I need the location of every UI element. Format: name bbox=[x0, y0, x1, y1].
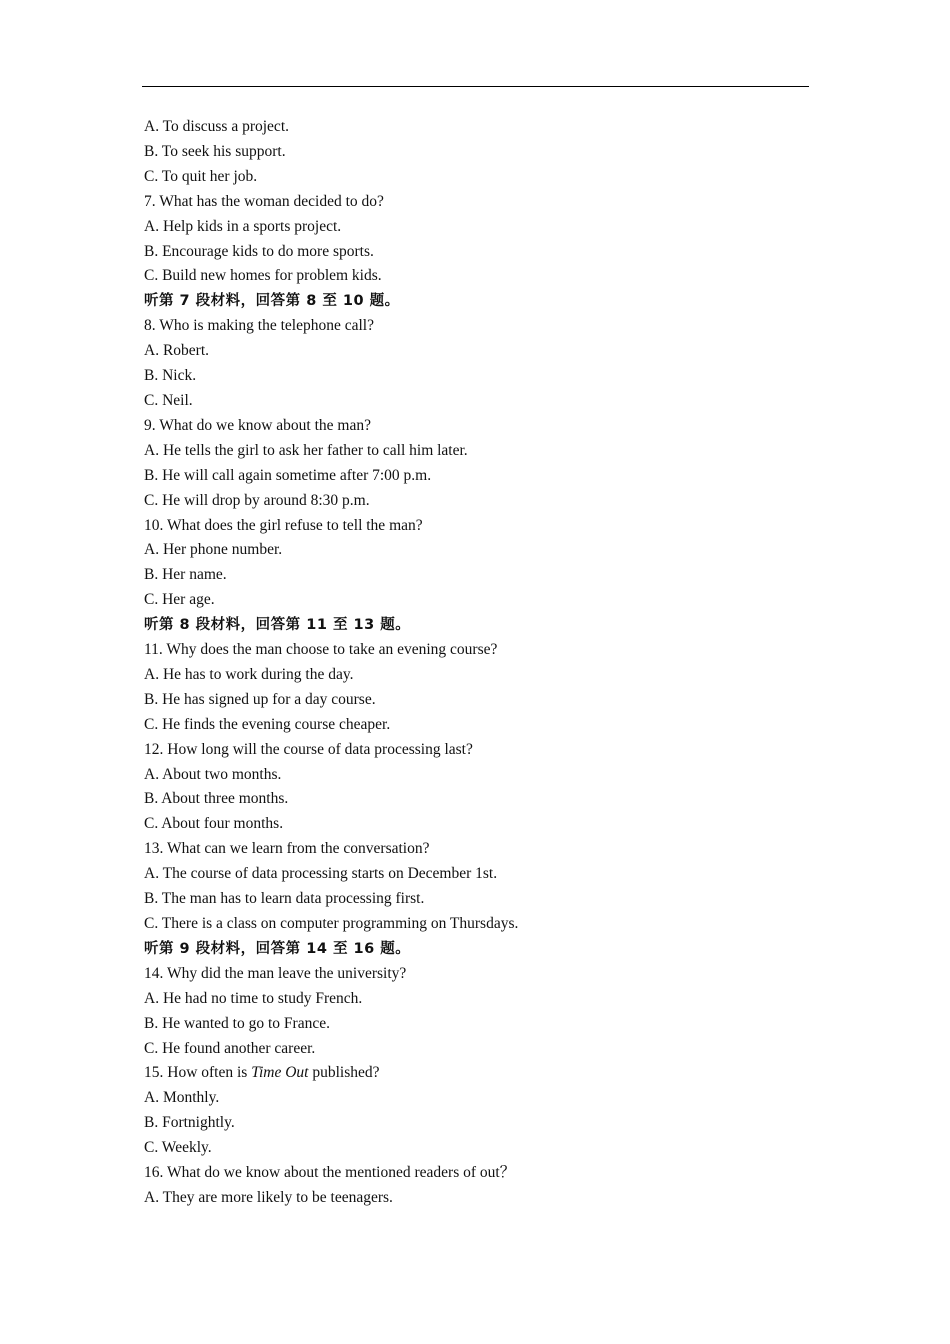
option-8b: B. Nick. bbox=[144, 367, 197, 385]
question-12: 12. How long will the course of data processing last? bbox=[144, 740, 473, 758]
option-9c: C. He will drop by around 8:30 p.m. bbox=[144, 491, 370, 509]
option-11c: C. He finds the evening course cheaper. bbox=[144, 715, 391, 733]
question-list bbox=[144, 115, 809, 1211]
header-rule bbox=[142, 86, 809, 87]
option-12c: C. About four months. bbox=[144, 815, 284, 833]
section-heading-7: 听第 7 段材料，回答第 8 至 10 题。 bbox=[144, 293, 400, 310]
question-8: 8. Who is making the telephone call? bbox=[144, 317, 374, 335]
question-15-lead: 15. How often is bbox=[144, 1064, 252, 1082]
section-heading-8: 听第 8 段材料，回答第 11 至 13 题。 bbox=[144, 617, 411, 634]
option-10c: C. Her age. bbox=[144, 591, 215, 609]
option-7b: B. Encourage kids to do more sports. bbox=[144, 242, 374, 260]
option-8a: A. Robert. bbox=[144, 342, 210, 360]
question-15-tail: published? bbox=[308, 1064, 380, 1082]
option-14a: A. He had no time to study French. bbox=[144, 989, 363, 1007]
option-14b: B. He wanted to go to France. bbox=[144, 1014, 330, 1032]
question-11: 11. Why does the man choose to take an evening course? bbox=[144, 641, 498, 659]
option-6a: A. To discuss a project. bbox=[144, 118, 289, 135]
option-9a: A. He tells the girl to ask her father to call him later. bbox=[144, 441, 468, 459]
option-10b: B. Her name. bbox=[144, 566, 227, 584]
option-12a: A. About two months. bbox=[144, 765, 282, 783]
question-14: 14. Why did the man leave the university? bbox=[144, 964, 407, 982]
option-7a: A. Help kids in a sports project. bbox=[144, 217, 342, 235]
question-16: 16. What do we know about the mentioned readers of out？ bbox=[144, 1164, 516, 1182]
option-6b: B. To seek his support. bbox=[144, 142, 286, 160]
option-8c: C. Neil. bbox=[144, 391, 193, 409]
option-15c: C. Weekly. bbox=[144, 1139, 212, 1157]
option-13a: A. The course of data processing starts on December 1st. bbox=[144, 865, 498, 883]
section-heading-9: 听第 9 段材料，回答第 14 至 16 题。 bbox=[144, 940, 411, 957]
question-15 bbox=[144, 1061, 809, 1086]
question-7: 7. What has the woman decided to do? bbox=[144, 192, 384, 210]
option-11a: A. He has to work during the day. bbox=[144, 665, 354, 683]
option-11b: B. He has signed up for a day course. bbox=[144, 690, 376, 708]
option-6c: C. To quit her job. bbox=[144, 167, 258, 185]
question-15-title: Time Out bbox=[251, 1064, 309, 1082]
option-16a: A. They are more likely to be teenagers. bbox=[144, 1188, 393, 1206]
option-12b: B. About three months. bbox=[144, 790, 289, 808]
question-10: 10. What does the girl refuse to tell the man? bbox=[144, 516, 423, 534]
question-9: 9. What do we know about the man? bbox=[144, 416, 371, 434]
option-15b: B. Fortnightly. bbox=[144, 1114, 235, 1132]
option-9b: B. He will call again sometime after 7:00 p.m. bbox=[144, 466, 432, 484]
question-13: 13. What can we learn from the conversation? bbox=[144, 840, 430, 858]
option-13c: C. There is a class on computer programming on Thursdays. bbox=[144, 915, 519, 932]
option-13b: B. The man has to learn data processing first. bbox=[144, 890, 425, 908]
option-15a: A. Monthly. bbox=[144, 1089, 220, 1107]
option-10a: A. Her phone number. bbox=[144, 541, 283, 559]
option-14c: C. He found another career. bbox=[144, 1039, 316, 1057]
option-7c: C. Build new homes for problem kids. bbox=[144, 267, 382, 285]
